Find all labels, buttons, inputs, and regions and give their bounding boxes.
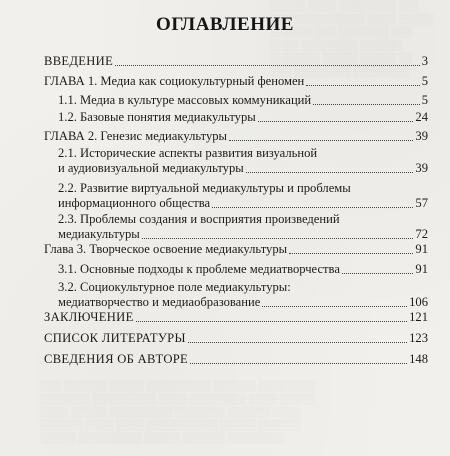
dot-leader — [229, 140, 413, 141]
toc-entry-chapter-3[interactable] — [44, 242, 428, 257]
dot-leader — [289, 253, 413, 254]
dot-leader — [190, 363, 407, 364]
toc-entry-chapter-1[interactable] — [44, 74, 428, 89]
dot-leader — [306, 85, 419, 86]
toc-page-number: 91 — [415, 242, 428, 256]
toc-entry-text-line-2: и аудиовизуальной медиакультуры — [58, 161, 244, 175]
dot-leader — [258, 121, 414, 122]
show-through-bottom: ░░░ ░░░░░░ ░░░░░ ░░░░░░░░░ ░░░░░░ ░░░░░░░░ ░░░░░░░ ░░░░░░░░░ ░░░░ ░░░░░░░░ ░░░░ ░░░░░ ░░░░ ░░░░░ ░░░░░░░░░ ░░░░░░░ ░░░░░░ ░░░░ ░░░░░░ ░░░░ ░░░░ ░░░░░░░░░░ ░░░░░ ░░░░░░ ░░░░░ ░░░░░░░░░ ░░░░░ ░░░░░░ ░░░░░░░░ — [40, 381, 315, 444]
show-through-top: ░░░░░ ░░░░ ░░░░░░░░ ░░░ ░░░ ░░░░░░░░░░ ░░░░ ░░░░░ ░░░░░░ ░░░ ░░░░░░░ ░░░ ░░░░ ░░░░░░░░ ░░░░░░ ░░░░░░░ ░░░░░ ░░░░░ ░░ ░░░ ░░░░░░░░ ░░░░░░░░ — [270, 1, 434, 77]
toc-entry-section-2-1[interactable] — [58, 146, 428, 176]
toc-page-number: 121 — [409, 310, 428, 324]
toc-page-number: 5 — [421, 93, 428, 107]
toc-entry-chapter-2[interactable] — [44, 129, 428, 144]
toc-page-number: 123 — [409, 331, 428, 345]
toc-entry-text: Глава 3. Творческое освоение медиакультуры — [44, 242, 288, 256]
toc-page-number: 39 — [415, 129, 428, 143]
toc-entry-introduction[interactable] — [44, 54, 428, 69]
dot-leader — [342, 273, 413, 274]
toc-entry-text: 3.1. Основные подходы к проблеме медиатворчества — [58, 262, 340, 276]
toc-page-number: 24 — [415, 110, 428, 124]
toc-entry-section-1-2[interactable] — [58, 110, 428, 125]
toc-entry-section-1-1[interactable] — [58, 93, 428, 108]
toc-entry-text: ВВЕДЕНИЕ — [44, 54, 114, 68]
toc-entry-text-line-1: 3.2. Социокультурное поле медиакультуры: — [58, 280, 291, 294]
dot-leader — [212, 207, 413, 208]
toc-entry-text-line-2: медиатворчество и медиаобразование — [58, 295, 261, 309]
toc-entry-text-line-1: 2.2. Развитие виртуальной медиакультуры и проблемы — [58, 181, 351, 195]
toc-entry-section-2-2[interactable] — [58, 181, 428, 211]
toc-entry-bibliography[interactable] — [44, 331, 428, 346]
toc-entry-text: ЗАКЛЮЧЕНИЕ — [44, 310, 134, 324]
dot-leader — [313, 104, 420, 105]
dot-leader — [188, 342, 407, 343]
toc-entry-text: 1.1. Медиа в культуре массовых коммуникаций — [58, 93, 312, 107]
toc-entry-conclusion[interactable] — [44, 310, 428, 325]
toc-entry-section-3-2[interactable] — [58, 280, 428, 310]
dot-leader — [115, 65, 420, 66]
toc-page-number: 5 — [421, 74, 428, 88]
toc-entry-text: ГЛАВА 1. Медиа как социокультурный феномен — [44, 74, 305, 88]
toc-page-number: 72 — [415, 227, 428, 241]
toc-page-number: 106 — [409, 295, 428, 309]
toc-entry-about-author[interactable] — [44, 352, 428, 367]
dot-leader — [262, 306, 407, 307]
toc-page-number: 3 — [421, 54, 428, 68]
toc-entry-section-3-1[interactable] — [58, 262, 428, 277]
toc-entry-text-line-1: 2.3. Проблемы создания и восприятия произведений — [58, 212, 340, 226]
toc-entry-text-line-2: информационного общества — [58, 196, 211, 210]
toc-entry-section-2-3[interactable] — [58, 212, 428, 242]
dot-leader — [246, 172, 414, 173]
page-title: ОГЛАВЛЕНИЕ — [156, 14, 294, 35]
toc-page-number: 39 — [415, 161, 428, 175]
toc-page-number: 57 — [415, 196, 428, 210]
toc-entry-text: СПИСОК ЛИТЕРАТУРЫ — [44, 331, 186, 345]
dot-leader — [142, 238, 414, 239]
toc-entry-text-line-2: медиакультуры — [58, 227, 140, 241]
toc-page-number: 91 — [415, 262, 428, 276]
toc-entry-text: 1.2. Базовые понятия медиакультуры — [58, 110, 256, 124]
toc-entry-text: ГЛАВА 2. Генезис медиакультуры — [44, 129, 228, 143]
toc-entry-text: СВЕДЕНИЯ ОБ АВТОРЕ — [44, 352, 189, 366]
toc-page-number: 148 — [409, 352, 428, 366]
toc-entry-text-line-1: 2.1. Исторические аспекты развития визуальной — [58, 146, 318, 160]
dot-leader — [136, 321, 408, 322]
